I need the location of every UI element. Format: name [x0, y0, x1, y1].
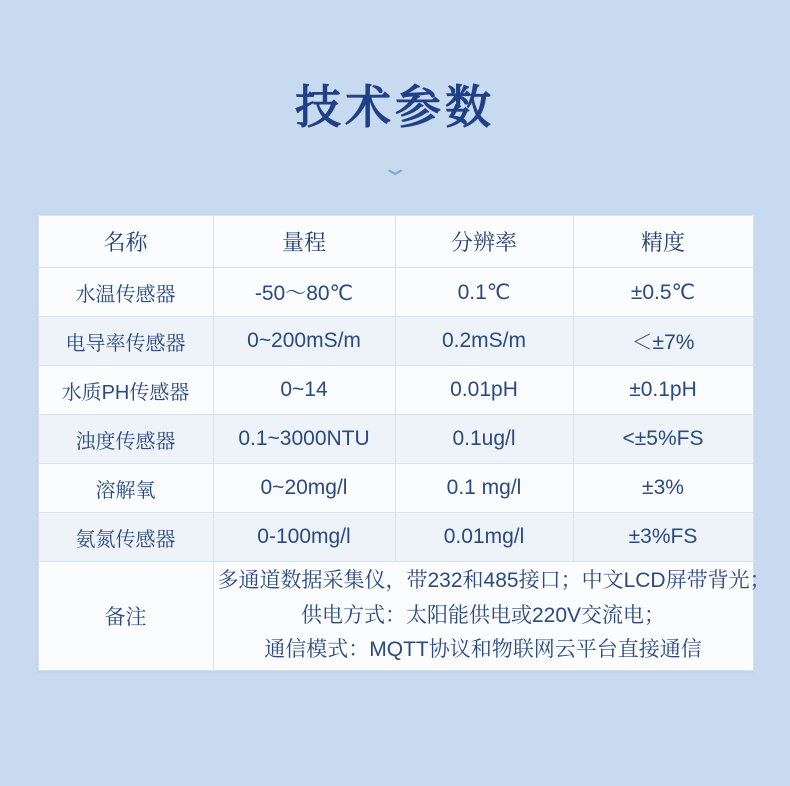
cell-resolution: 0.01pH [395, 366, 573, 415]
chevron-wrap [0, 157, 790, 187]
cell-name: 电导率传感器 [38, 317, 213, 366]
cell-accuracy: ＜±7% [573, 317, 753, 366]
note-body [213, 562, 771, 671]
cell-accuracy: <±5%FS [573, 415, 753, 464]
cell-name: 溶解氧 [38, 464, 213, 513]
page-title: 技术参数 [295, 81, 495, 133]
table-row [38, 268, 753, 317]
chevron-down-icon: ⌄ [380, 155, 410, 181]
table-header-row [38, 216, 753, 268]
note-line-2: 供电方式：太阳能供电或220V交流电； [300, 603, 666, 627]
note-line-1: 多通道数据采集仪，带232和485接口；中文LCD屏带背光； [217, 569, 771, 593]
cell-range: 0-100mg/l [213, 513, 395, 562]
cell-name: 水质PH传感器 [38, 366, 213, 415]
spec-table-wrapper [38, 215, 771, 671]
cell-resolution: 0.1℃ [395, 268, 573, 317]
table-note-row [38, 562, 753, 671]
spec-table [38, 215, 771, 671]
column-header-range: 量程 [213, 216, 395, 268]
cell-accuracy: ±0.1pH [573, 366, 753, 415]
cell-range: 0~14 [213, 366, 395, 415]
cell-accuracy: ±3%FS [573, 513, 753, 562]
cell-accuracy: ±0.5℃ [573, 268, 753, 317]
table-row [38, 464, 753, 513]
cell-range: 0.1~3000NTU [213, 415, 395, 464]
table-row [38, 415, 753, 464]
cell-range: 0~200mS/m [213, 317, 395, 366]
cell-name: 氨氮传感器 [38, 513, 213, 562]
cell-resolution: 0.2mS/m [395, 317, 573, 366]
cell-name: 水温传感器 [38, 268, 213, 317]
cell-resolution: 0.01mg/l [395, 513, 573, 562]
table-row [38, 513, 753, 562]
table-row [38, 317, 753, 366]
cell-resolution: 0.1ug/l [395, 415, 573, 464]
cell-accuracy: ±3% [573, 464, 753, 513]
column-header-resolution: 分辨率 [395, 216, 573, 268]
column-header-name: 名称 [38, 216, 213, 268]
note-label: 备注 [38, 562, 213, 671]
cell-range: -50〜80℃ [213, 268, 395, 317]
table-row [38, 366, 753, 415]
cell-range: 0~20mg/l [213, 464, 395, 513]
cell-resolution: 0.1 mg/l [395, 464, 573, 513]
cell-name: 浊度传感器 [38, 415, 213, 464]
note-line-3: 通信模式：MQTT协议和物联网云平台直接通信 [264, 638, 702, 662]
column-header-accuracy: 精度 [573, 216, 753, 268]
